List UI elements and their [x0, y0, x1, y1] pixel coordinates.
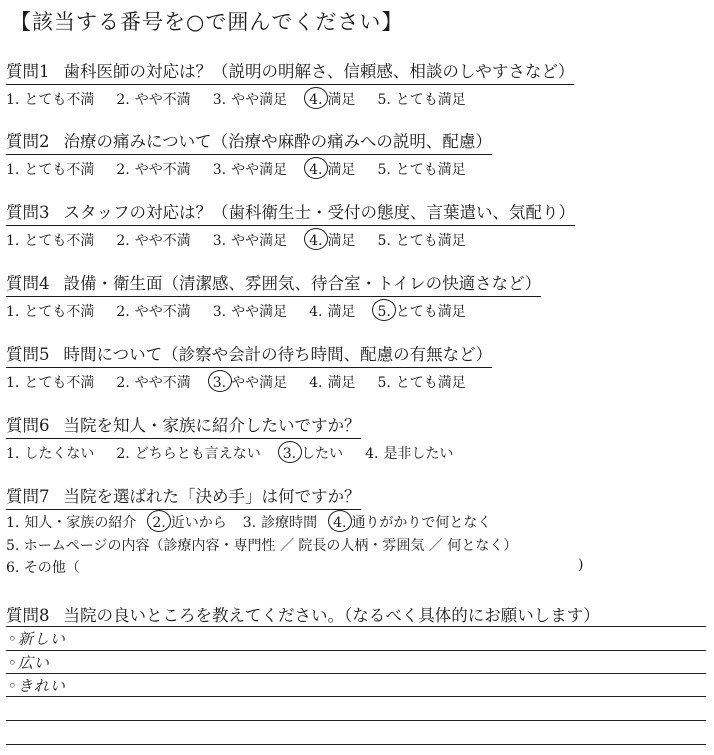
question-title	[6, 412, 361, 439]
option-label: 満足	[327, 375, 356, 391]
answer-options	[6, 159, 492, 179]
answer-option[interactable]	[6, 372, 94, 392]
question-1	[6, 58, 574, 109]
option-number: 5.	[377, 233, 391, 249]
question-title	[6, 602, 600, 626]
question-number: 質問5	[6, 345, 50, 364]
option-label: やや不満	[134, 92, 191, 108]
answer-option[interactable]	[377, 89, 465, 109]
option-number: 3.	[212, 304, 227, 320]
option-number: 4.	[309, 233, 323, 249]
question-number: 質問8	[6, 606, 50, 625]
answer-option-selected[interactable]	[309, 159, 355, 179]
option-label: とても満足	[395, 92, 466, 108]
question-text: 治療の痛みについて（治療や麻酔の痛みへの説明、配慮）	[63, 132, 492, 151]
question-7	[6, 483, 361, 510]
question-5	[6, 341, 492, 392]
handwritten-answer: ◦新しい	[8, 630, 66, 648]
question-text: 当院の良いところを教えてください。（なるべく具体的にお願いします）	[63, 606, 600, 625]
question-title	[6, 341, 492, 368]
answer-option[interactable]	[116, 443, 260, 463]
option-label: 満足	[327, 92, 356, 108]
option-label: 近いから	[170, 515, 227, 531]
answer-line	[6, 696, 706, 697]
question-number: 質問6	[6, 416, 50, 435]
option-number: 2.	[116, 162, 130, 178]
answer-option[interactable]	[116, 89, 190, 109]
option-number: 2.	[116, 446, 130, 462]
question-6	[6, 412, 475, 463]
option-label: とても満足	[395, 162, 466, 178]
option-label: やや不満	[134, 162, 191, 178]
question-number: 質問1	[6, 62, 50, 81]
option-number: 4.	[309, 304, 323, 320]
handwritten-answer: ◦広い	[8, 654, 50, 672]
option-label: 診療時間	[261, 515, 318, 531]
option-label: とても不満	[24, 304, 95, 320]
q7-options-row-2[interactable]: 5. ホームページの内容（診療内容・専門性 ／ 院長の人柄・雰囲気 ／ 何となく）	[6, 538, 518, 554]
answer-line	[6, 744, 706, 745]
option-number: 3.	[212, 92, 227, 108]
question-title	[6, 270, 541, 297]
option-number: 2.	[116, 233, 130, 249]
answer-option[interactable]	[213, 159, 287, 179]
question-4	[6, 270, 541, 321]
answer-option[interactable]	[6, 230, 94, 250]
answer-option[interactable]	[6, 301, 94, 321]
answer-option-selected[interactable]	[213, 372, 287, 392]
option-label: 満足	[327, 304, 356, 320]
q7-other-close-paren: )	[578, 557, 584, 573]
option-label: やや不満	[134, 304, 191, 320]
question-2	[6, 128, 492, 179]
question-3	[6, 199, 575, 250]
option-label: どちらとも言えない	[134, 446, 261, 462]
option-number: 4.	[309, 92, 323, 108]
option-number: 1.	[6, 515, 20, 531]
answer-options	[6, 443, 475, 463]
question-text: 歯科医師の対応は？（説明の明解さ、信頼感、相談のしやすさなど）	[63, 62, 575, 81]
option-number: 1.	[6, 92, 20, 108]
question-title	[6, 199, 575, 226]
option-label: やや満足	[231, 92, 288, 108]
answer-line	[6, 720, 706, 721]
answer-option[interactable]	[116, 372, 190, 392]
option-label: とても不満	[24, 233, 95, 249]
answer-option[interactable]	[377, 372, 465, 392]
option-number: 1.	[6, 304, 20, 320]
answer-option[interactable]	[377, 230, 465, 250]
answer-option-selected[interactable]	[309, 230, 355, 250]
option-label: やや不満	[134, 233, 191, 249]
option-label: したい	[301, 446, 344, 462]
option-label: やや満足	[231, 233, 288, 249]
option-number: 1.	[6, 375, 20, 391]
question-number: 質問7	[6, 487, 50, 506]
option-number: 5.	[377, 375, 391, 391]
option-number: 3.	[212, 162, 227, 178]
question-text: 設備・衛生面（清潔感、雰囲気、待合室・トイレの快適さなど）	[63, 274, 542, 293]
option-number: 4.	[309, 162, 323, 178]
answer-option-selected[interactable]	[283, 443, 343, 463]
answer-option[interactable]	[116, 159, 190, 179]
q7-options-row-3[interactable]: 6. その他（	[6, 560, 80, 576]
option-label: とても満足	[395, 233, 466, 249]
option-number: 5.	[377, 304, 391, 320]
option-number: 3.	[212, 375, 227, 391]
option-number: 4.	[333, 515, 347, 531]
option-number: 2.	[116, 375, 130, 391]
option-number: 1.	[6, 233, 20, 249]
option-number: 3.	[282, 446, 297, 462]
answer-option[interactable]	[116, 301, 190, 321]
option-label: やや満足	[231, 375, 288, 391]
answer-option[interactable]	[6, 512, 136, 532]
question-text: 時間について（診察や会計の待ち時間、配慮の有無など）	[63, 345, 493, 364]
option-number: 3.	[242, 515, 257, 531]
question-number: 質問2	[6, 132, 50, 151]
question-title	[6, 483, 361, 510]
q7-options-row-1	[6, 512, 507, 532]
option-label: 知人・家族の紹介	[24, 515, 137, 531]
option-number: 2.	[116, 304, 130, 320]
answer-option-selected[interactable]	[377, 301, 465, 321]
answer-option[interactable]	[116, 230, 190, 250]
answer-option-selected[interactable]	[309, 89, 355, 109]
option-number: 5.	[377, 162, 391, 178]
answer-option[interactable]	[213, 301, 287, 321]
option-label: やや満足	[231, 162, 288, 178]
option-number: 4.	[365, 446, 379, 462]
question-8	[6, 602, 600, 626]
question-text: 当院を選ばれた「決め手」は何ですか？	[63, 487, 361, 506]
option-label: 通りがかりで何となく	[351, 515, 492, 531]
option-label: やや不満	[134, 375, 191, 391]
answer-option[interactable]	[6, 89, 94, 109]
answer-option[interactable]	[377, 159, 465, 179]
answer-options	[6, 89, 574, 109]
question-text: 当院を知人・家族に紹介したいですか？	[63, 416, 361, 435]
option-number: 2.	[152, 515, 166, 531]
answer-option[interactable]	[365, 443, 453, 463]
answer-option[interactable]	[309, 301, 355, 321]
option-label: 満足	[327, 233, 356, 249]
answer-option-selected[interactable]	[333, 512, 491, 532]
option-label: 満足	[327, 162, 356, 178]
question-text: スタッフの対応は？（歯科衛生士・受付の態度、言葉遣い、気配り）	[63, 203, 575, 222]
answer-line	[6, 650, 706, 651]
question-number: 質問3	[6, 203, 50, 222]
option-number: 1.	[6, 162, 20, 178]
option-number: 2.	[116, 92, 130, 108]
option-label: やや満足	[231, 304, 288, 320]
answer-options	[6, 301, 541, 321]
answer-option[interactable]	[309, 372, 355, 392]
answer-option[interactable]	[6, 443, 94, 463]
option-number: 4.	[309, 375, 323, 391]
question-title	[6, 58, 574, 85]
question-title	[6, 128, 492, 155]
question-number: 質問4	[6, 274, 50, 293]
option-label: したくない	[24, 446, 95, 462]
option-label: とても不満	[24, 162, 95, 178]
answer-option[interactable]	[243, 512, 317, 532]
option-label: 是非したい	[383, 446, 454, 462]
option-number: 3.	[212, 233, 227, 249]
option-number: 5.	[377, 92, 391, 108]
option-label: とても満足	[395, 304, 466, 320]
answer-option[interactable]	[213, 230, 287, 250]
option-number: 1.	[6, 446, 20, 462]
answer-line	[6, 673, 706, 674]
option-label: とても不満	[24, 375, 95, 391]
answer-line	[6, 626, 706, 627]
handwritten-answer: ◦きれい	[8, 677, 66, 695]
answer-option[interactable]	[6, 159, 94, 179]
page-title: 【該当する番号を○で囲んでください】	[10, 10, 404, 34]
answer-option[interactable]	[213, 89, 287, 109]
answer-options	[6, 372, 492, 392]
option-label: とても満足	[395, 375, 466, 391]
answer-option-selected[interactable]	[152, 512, 226, 532]
option-label: とても不満	[24, 92, 95, 108]
answer-options	[6, 230, 575, 250]
